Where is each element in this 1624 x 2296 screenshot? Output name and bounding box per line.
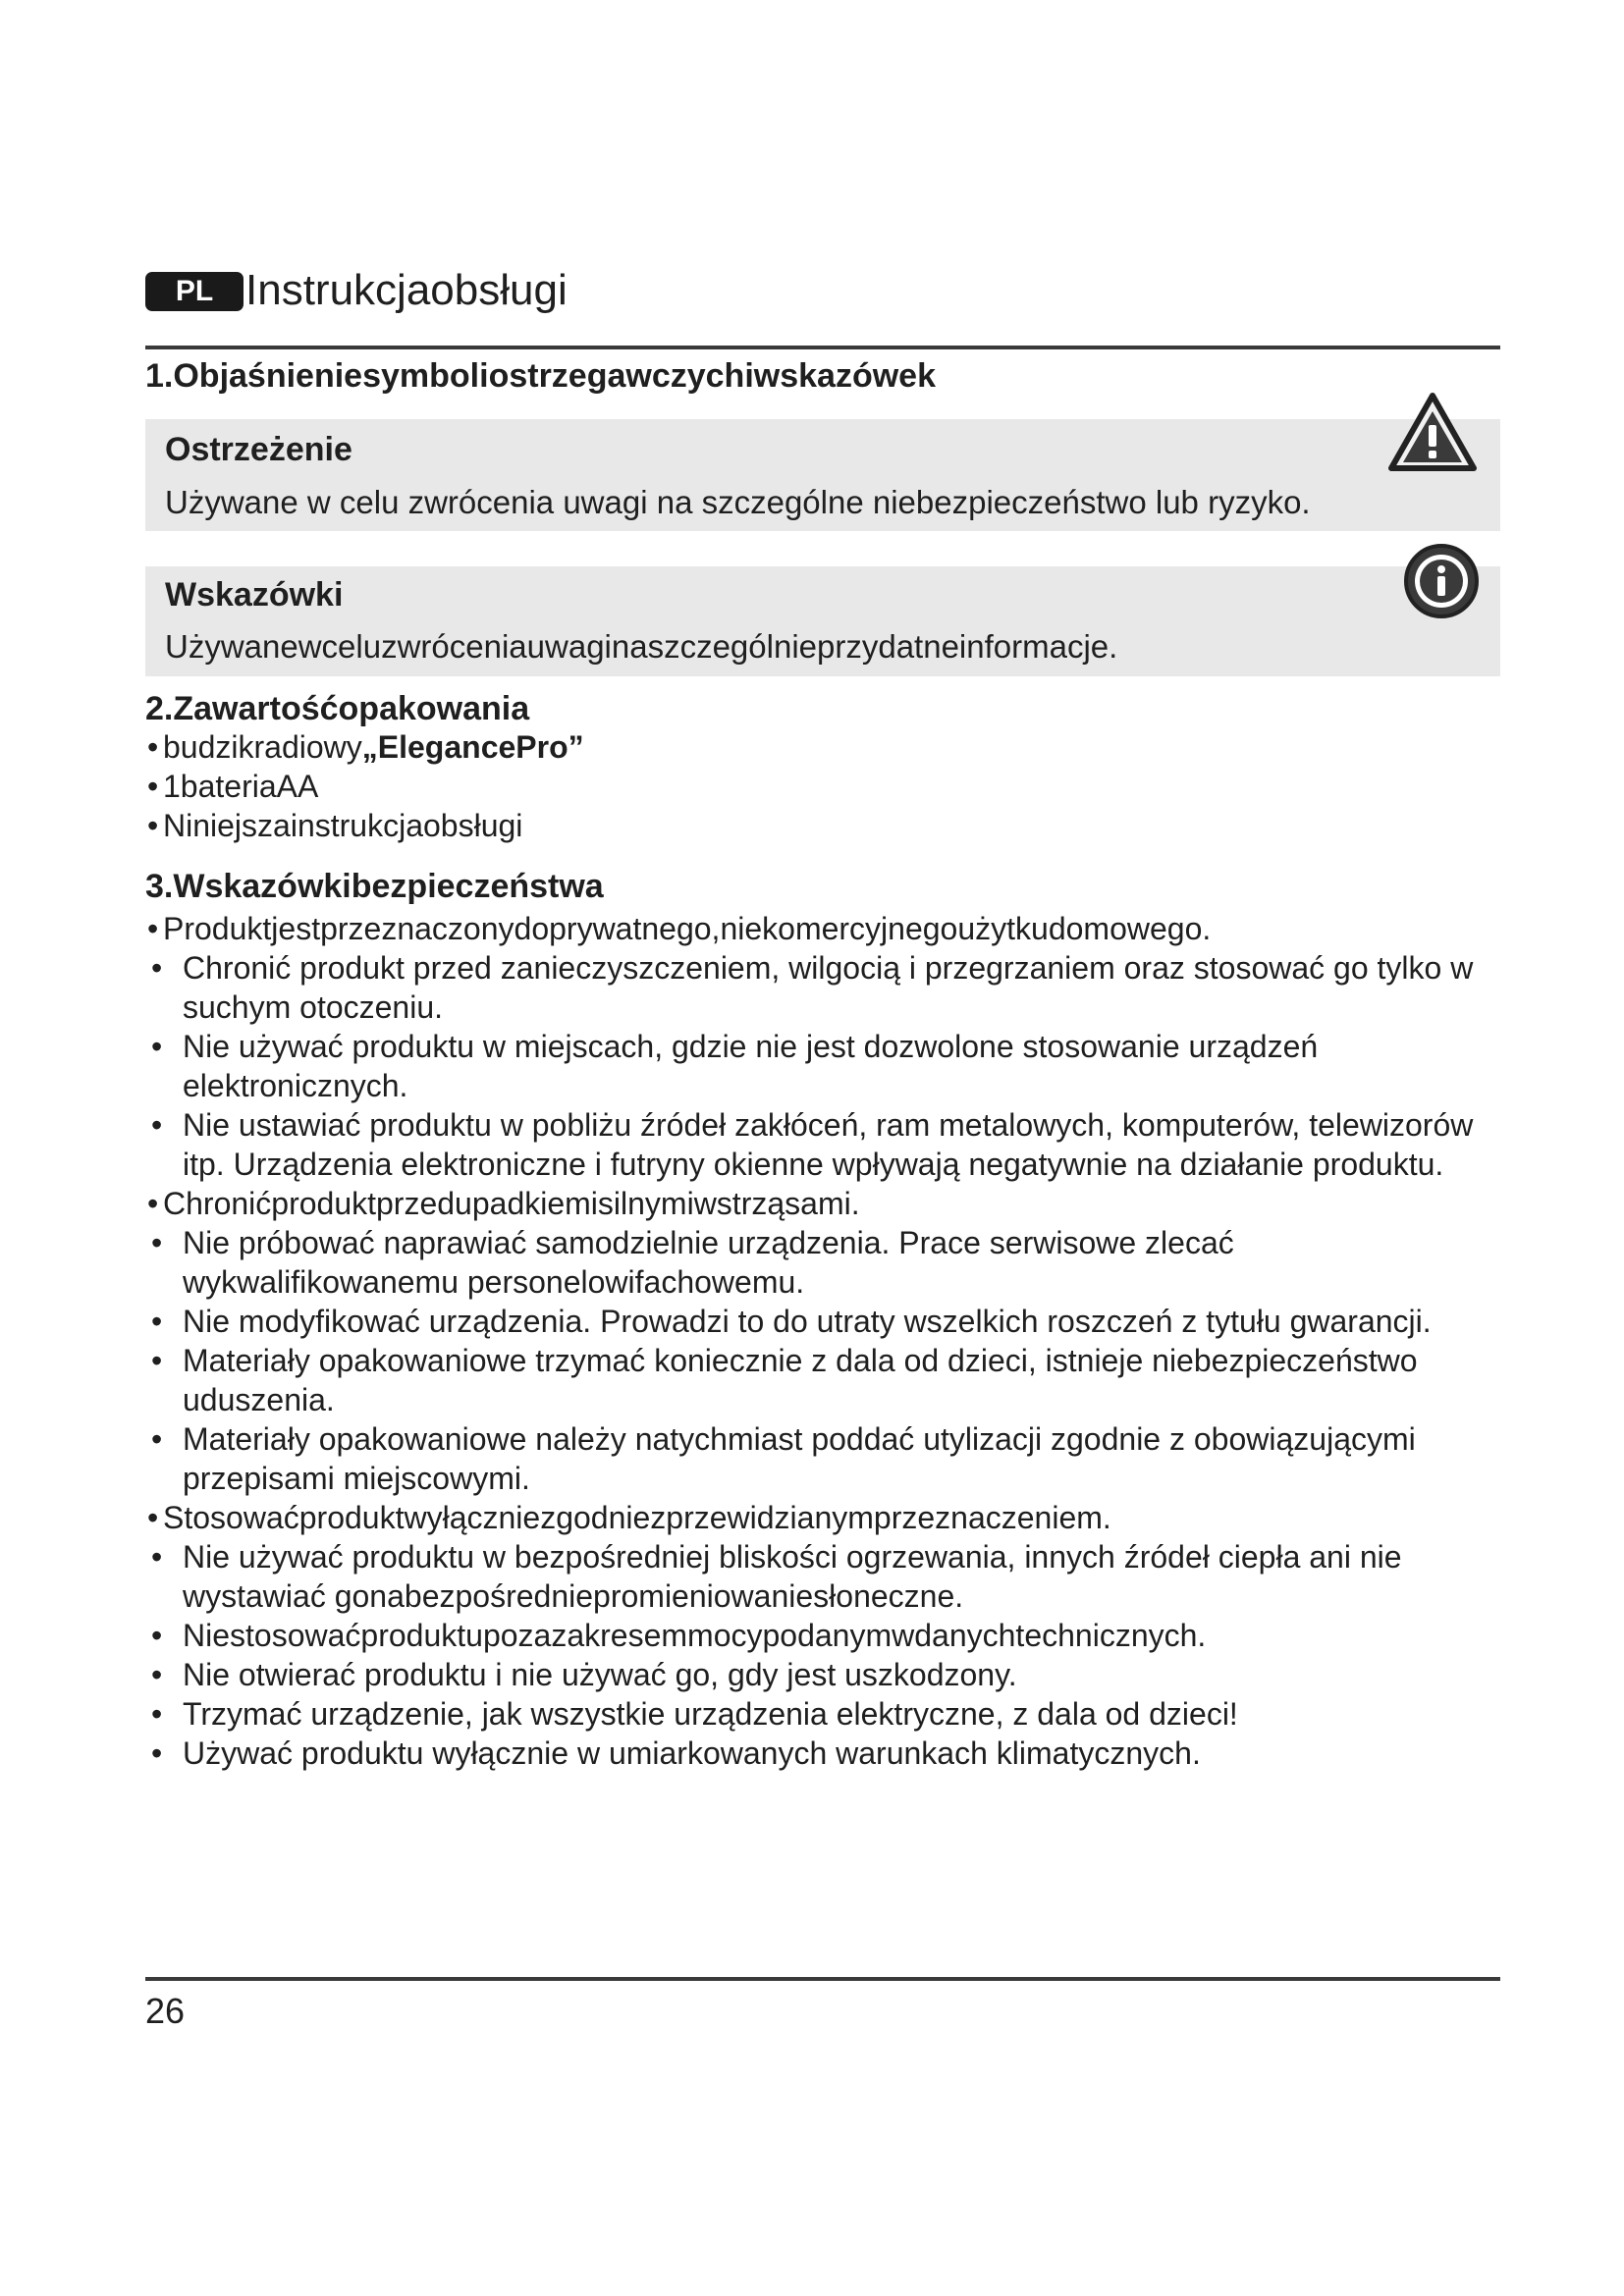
list-item: • Produktjestprzeznaczonydoprywatnego,niekomercyjnegoużytkudomowego. <box>145 909 1510 948</box>
warning-box <box>145 419 1500 531</box>
list-item: • Niestosowaćproduktupozazakresemmocypodanymwdanychtechnicznych. <box>145 1616 1510 1655</box>
list-item: • Nie ustawiać produktu w pobliżu źródeł zakłóceń, ram metalowych, komputerów, telewizorów itp. Urządzenia elektroniczne i futryny okienne wpływają negatywnie na działanie produktu. <box>145 1105 1510 1184</box>
language-badge: PL <box>145 272 244 311</box>
header-divider <box>145 346 1500 349</box>
section3-heading: 3.Wskazówkibezpieczeństwa <box>145 868 604 905</box>
list-item: • budzikradiowy„ElegancePro” <box>145 727 1510 767</box>
list-item: • Używać produktu wyłącznie w umiarkowanych warunkach klimatycznych. <box>145 1734 1510 1773</box>
list-item: • Materiały opakowaniowe należy natychmiast poddać utylizacji zgodnie z obowiązującymi przepisami miejscowymi. <box>145 1419 1510 1498</box>
list-item: • Nie używać produktu w miejscach, gdzie nie jest dozwolone stosowanie urządzeń elektronicznych. <box>145 1027 1510 1105</box>
section2-heading: 2.Zawartośćopakowania <box>145 690 530 727</box>
section1-heading: 1.Objaśnieniesymboliostrzegawczychiwskazówek <box>145 357 936 395</box>
warning-text: Używane w celu zwrócenia uwagi na szczególne niebezpieczeństwo lub ryzyko. <box>165 484 1311 520</box>
list-item: • Niniejszainstrukcjaobsługi <box>145 806 1510 845</box>
safety-notes-list <box>145 909 1510 1773</box>
footer-divider <box>145 1977 1500 1981</box>
list-item: • Nie używać produktu w bezpośredniej bliskości ogrzewania, innych źródeł ciepła ani nie wystawiać gonabezpośredniepromieniowaniesłoneczne. <box>145 1537 1510 1616</box>
list-item: • Nie modyfikować urządzenia. Prowadzi to do utraty wszelkich roszczeń z tytułu gwarancji. <box>145 1302 1510 1341</box>
document-title: Instrukcjaobsługi <box>245 266 568 314</box>
list-item: • Trzymać urządzenie, jak wszystkie urządzenia elektryczne, z dala od dzieci! <box>145 1694 1510 1734</box>
list-item: • 1bateriaAA <box>145 767 1510 806</box>
list-item: • Nie otwierać produktu i nie używać go, gdy jest uszkodzony. <box>145 1655 1510 1694</box>
warning-triangle-icon <box>1387 392 1478 472</box>
list-item: • Nie próbować naprawiać samodzielnie urządzenia. Prace serwisowe zlecać wykwalifikowanemu personelowifachowemu. <box>145 1223 1510 1302</box>
hints-text: Używanewceluzwróceniauwaginaszczególnieprzydatneinformacje. <box>165 628 1118 665</box>
hints-title: Wskazówki <box>165 576 344 614</box>
package-contents-list <box>145 727 1510 845</box>
list-item: • Materiały opakowaniowe trzymać koniecznie z dala od dzieci, istnieje niebezpieczeństwo uduszenia. <box>145 1341 1510 1419</box>
list-item: • Chronićproduktprzedupadkiemisilnymiwstrząsami. <box>145 1184 1510 1223</box>
info-circle-icon <box>1402 542 1481 620</box>
warning-title: Ostrzeżenie <box>165 431 352 468</box>
hints-box <box>145 566 1500 676</box>
list-item: • Chronić produkt przed zanieczyszczeniem, wilgocią i przegrzaniem oraz stosować go tylko w suchym otoczeniu. <box>145 948 1510 1027</box>
list-item: • Stosowaćproduktwyłączniezgodniezprzewidzianymprzeznaczeniem. <box>145 1498 1510 1537</box>
page-number: 26 <box>145 1991 186 2031</box>
